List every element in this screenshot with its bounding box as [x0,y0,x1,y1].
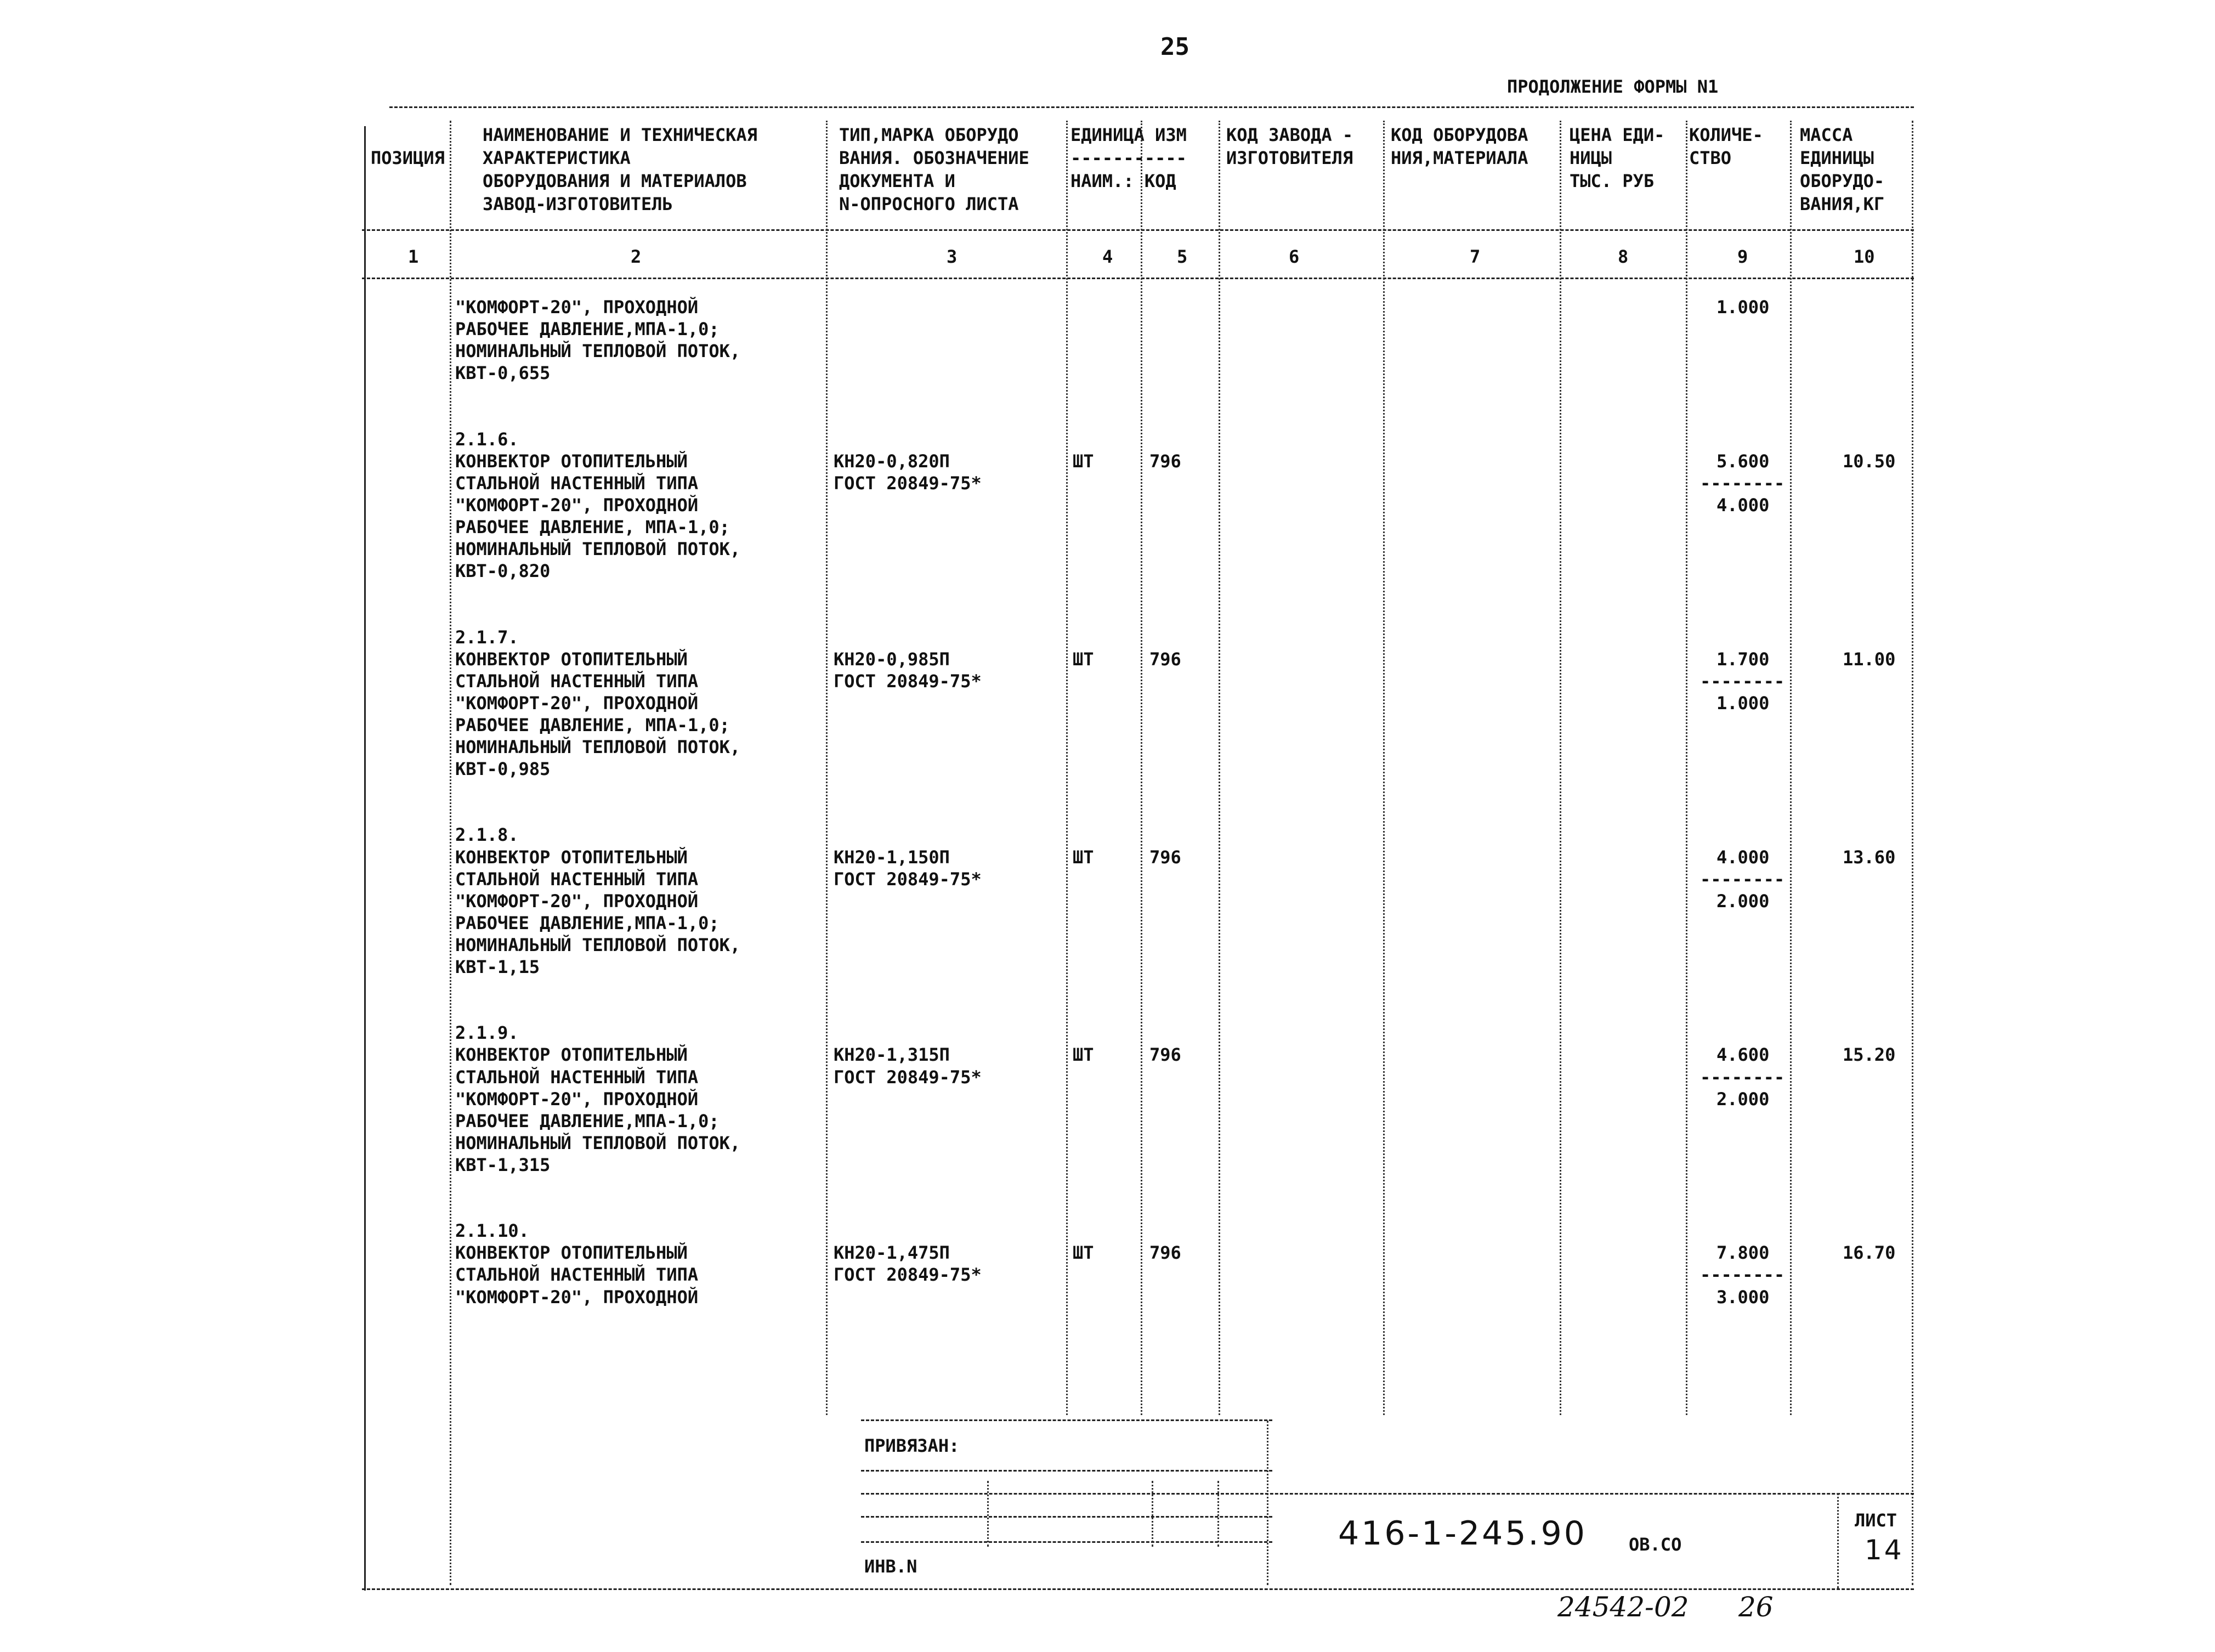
column-separator [1686,121,1687,1415]
row-type-designation: ГОСТ 20849-75* [834,869,982,890]
row-description: КВТ-0,655 [455,363,551,383]
row-description: КВТ-1,315 [455,1155,551,1175]
row-description: СТАЛЬНОЙ НАСТЕННЫЙ ТИПА [455,473,699,494]
column-separator [1066,121,1068,1415]
header-col10-line: МАССА [1800,125,1853,145]
table-left-border [364,126,366,1591]
row-quantity: -------- [1700,1067,1785,1088]
row-description: "КОМФОРТ-20", ПРОХОДНОЙ [455,1287,699,1308]
row-description: 2.1.9. [455,1022,519,1043]
row-type-designation: КН20-1,475П [834,1242,950,1263]
column-number: 7 [1470,246,1481,267]
row-description: НОМИНАЛЬНЫЙ ТЕПЛОВОЙ ПОТОК, [455,737,741,757]
row-description: "КОМФОРТ-20", ПРОХОДНОЙ [455,891,699,912]
row-description: НОМИНАЛЬНЫЙ ТЕПЛОВОЙ ПОТОК, [455,341,741,361]
row-unit: ШТ [1073,1242,1094,1263]
row-description: КОНВЕКТОР ОТОПИТЕЛЬНЫЙ [455,1044,688,1065]
header-col10-line: ЕДИНИЦЫ [1800,148,1874,168]
row-description: КОНВЕКТОР ОТОПИТЕЛЬНЫЙ [455,451,688,472]
row-quantity: 1.000 [1717,693,1770,714]
header-col10-line: ОБОРУДО- [1800,171,1885,191]
form-continuation-label: ПРОДОЛЖЕНИЕ ФОРМЫ N1 [1507,76,1719,97]
row-description: КВТ-0,985 [455,759,551,779]
row-description: "КОМФОРТ-20", ПРОХОДНОЙ [455,693,699,714]
row-quantity: 4.000 [1717,495,1770,516]
row-description: НОМИНАЛЬНЫЙ ТЕПЛОВОЙ ПОТОК, [455,1133,741,1153]
header-bottom-rule [362,229,1914,231]
row-quantity: 5.600 [1717,451,1770,472]
page-number: 25 [1160,33,1189,61]
handwritten-page-number: 26 [1738,1591,1774,1623]
column-separator [1141,121,1142,1415]
row-quantity: 4.600 [1717,1044,1770,1065]
header-col7-line: КОД ОБОРУДОВА [1391,125,1528,145]
header-col2-line: ЗАВОД-ИЗГОТОВИТЕЛЬ [483,194,673,214]
column-number: 8 [1618,246,1629,267]
row-description: СТАЛЬНОЙ НАСТЕННЫЙ ТИПА [455,869,699,890]
row-type-designation: ГОСТ 20849-75* [834,1264,982,1285]
row-description: КВТ-1,15 [455,957,540,977]
row-unit-code: 796 [1149,847,1181,868]
header-col7-line: НИЯ,МАТЕРИАЛА [1391,148,1528,168]
sheet-label: ЛИСТ [1855,1510,1897,1531]
row-description: СТАЛЬНОЙ НАСТЕННЫЙ ТИПА [455,1264,699,1285]
row-mass: 16.70 [1843,1242,1896,1263]
row-description: КОНВЕКТОР ОТОПИТЕЛЬНЫЙ [455,649,688,670]
document-code: ОВ.СО [1629,1534,1682,1555]
row-quantity: -------- [1700,869,1785,890]
header-col2-line: НАИМЕНОВАНИЕ И ТЕХНИЧЕСКАЯ [483,125,757,145]
row-description: РАБОЧЕЕ ДАВЛЕНИЕ,МПА-1,0; [455,319,720,340]
header-col8-line: НИЦЫ [1570,148,1612,168]
header-col45-line: НАИМ.: КОД [1070,171,1176,191]
header-col8-line: ЦЕНА ЕДИ- [1570,125,1665,145]
row-unit: ШТ [1073,847,1094,868]
row-quantity: 1.000 [1717,297,1770,318]
row-mass: 11.00 [1843,649,1896,670]
header-col3-line: ТИП,МАРКА ОБОРУДО [839,125,1019,145]
row-description: РАБОЧЕЕ ДАВЛЕНИЕ, МПА-1,0; [455,715,730,736]
row-description: "КОМФОРТ-20", ПРОХОДНОЙ [455,495,699,516]
row-quantity: 2.000 [1717,891,1770,912]
row-description: "КОМФОРТ-20", ПРОХОДНОЙ [455,1089,699,1110]
row-description: 2.1.8. [455,824,519,845]
sheet-number: 14 [1865,1534,1904,1566]
row-unit: ШТ [1073,649,1094,670]
row-unit-code: 796 [1149,1242,1181,1263]
column-separator [1383,121,1385,1415]
row-type-designation: КН20-1,315П [834,1044,950,1065]
row-description: КОНВЕКТОР ОТОПИТЕЛЬНЫЙ [455,847,688,868]
row-quantity: 4.000 [1717,847,1770,868]
column-number: 9 [1737,246,1748,267]
row-unit: ШТ [1073,1044,1094,1065]
column-number: 10 [1854,246,1875,267]
header-col8-line: ТЫС. РУБ [1570,171,1655,191]
row-description: РАБОЧЕЕ ДАВЛЕНИЕ,МПА-1,0; [455,913,720,934]
column-number: 1 [408,246,419,267]
handwritten-archive-number: 24542-02 [1557,1591,1689,1623]
table-bottom-rule [362,1588,1914,1590]
row-description: СТАЛЬНОЙ НАСТЕННЫЙ ТИПА [455,671,699,692]
row-description: КОНВЕКТОР ОТОПИТЕЛЬНЫЙ [455,1242,688,1263]
row-quantity: -------- [1700,473,1785,494]
row-type-designation: ГОСТ 20849-75* [834,473,982,494]
header-col3-line: ДОКУМЕНТА И [839,171,955,191]
column-number: 3 [947,246,958,267]
row-type-designation: КН20-0,820П [834,451,950,472]
document-number: 416-1-245.90 [1338,1514,1587,1553]
row-unit-code: 796 [1149,649,1181,670]
row-description: НОМИНАЛЬНЫЙ ТЕПЛОВОЙ ПОТОК, [455,935,741,955]
row-description: 2.1.7. [455,627,519,648]
row-description: КВТ-0,820 [455,561,551,581]
row-type-designation: ГОСТ 20849-75* [834,671,982,692]
privyazan-label: ПРИВЯЗАН: [864,1435,960,1456]
row-type-designation: КН20-1,150П [834,847,950,868]
header-col45-line: ----------- [1070,148,1187,168]
row-mass: 13.60 [1843,847,1896,868]
inventory-number-label: ИНВ.N [864,1556,917,1577]
header-col6-line: ИЗГОТОВИТЕЛЯ [1226,148,1353,168]
column-number: 4 [1102,246,1113,267]
column-number: 5 [1177,246,1188,267]
column-separator [1790,121,1792,1415]
header-col3-line: N-ОПРОСНОГО ЛИСТА [839,194,1019,214]
header-col3-line: ВАНИЯ. ОБОЗНАЧЕНИЕ [839,148,1029,168]
row-description: "КОМФОРТ-20", ПРОХОДНОЙ [455,297,699,318]
row-description: СТАЛЬНОЙ НАСТЕННЫЙ ТИПА [455,1067,699,1088]
row-type-designation: ГОСТ 20849-75* [834,1067,982,1088]
table-top-rule [389,106,1914,108]
column-separator [826,121,828,1415]
row-quantity: 7.800 [1717,1242,1770,1263]
row-unit-code: 796 [1149,1044,1181,1065]
row-description: 2.1.10. [455,1220,529,1241]
header-col9-line: КОЛИЧЕ- [1689,125,1763,145]
header-col10-line: ВАНИЯ,КГ [1800,194,1885,214]
column-numbers-rule [362,278,1914,279]
row-mass: 15.20 [1843,1044,1896,1065]
row-description: 2.1.6. [455,429,519,450]
column-number: 2 [631,246,642,267]
column-separator [1912,121,1913,1585]
row-quantity: 2.000 [1717,1089,1770,1110]
row-quantity: -------- [1700,671,1785,692]
header-col1-line: ПОЗИЦИЯ [371,148,445,168]
row-unit: ШТ [1073,451,1094,472]
row-type-designation: КН20-0,985П [834,649,950,670]
row-quantity: 3.000 [1717,1287,1770,1308]
row-description: РАБОЧЕЕ ДАВЛЕНИЕ,МПА-1,0; [455,1111,720,1131]
header-col2-line: ХАРАКТЕРИСТИКА [483,148,631,168]
row-unit-code: 796 [1149,451,1181,472]
header-col45-line: ЕДИНИЦА ИЗМ [1070,125,1187,145]
header-col9-line: СТВО [1689,148,1732,168]
row-description: НОМИНАЛЬНЫЙ ТЕПЛОВОЙ ПОТОК, [455,539,741,559]
column-separator [450,121,451,1585]
header-col2-line: ОБОРУДОВАНИЯ И МАТЕРИАЛОВ [483,171,747,191]
column-separator [1219,121,1220,1415]
row-mass: 10.50 [1843,451,1896,472]
column-number: 6 [1289,246,1300,267]
header-col6-line: КОД ЗАВОДА - [1226,125,1353,145]
column-separator [1560,121,1561,1415]
row-quantity: -------- [1700,1264,1785,1285]
row-description: РАБОЧЕЕ ДАВЛЕНИЕ, МПА-1,0; [455,517,730,538]
row-quantity: 1.700 [1717,649,1770,670]
